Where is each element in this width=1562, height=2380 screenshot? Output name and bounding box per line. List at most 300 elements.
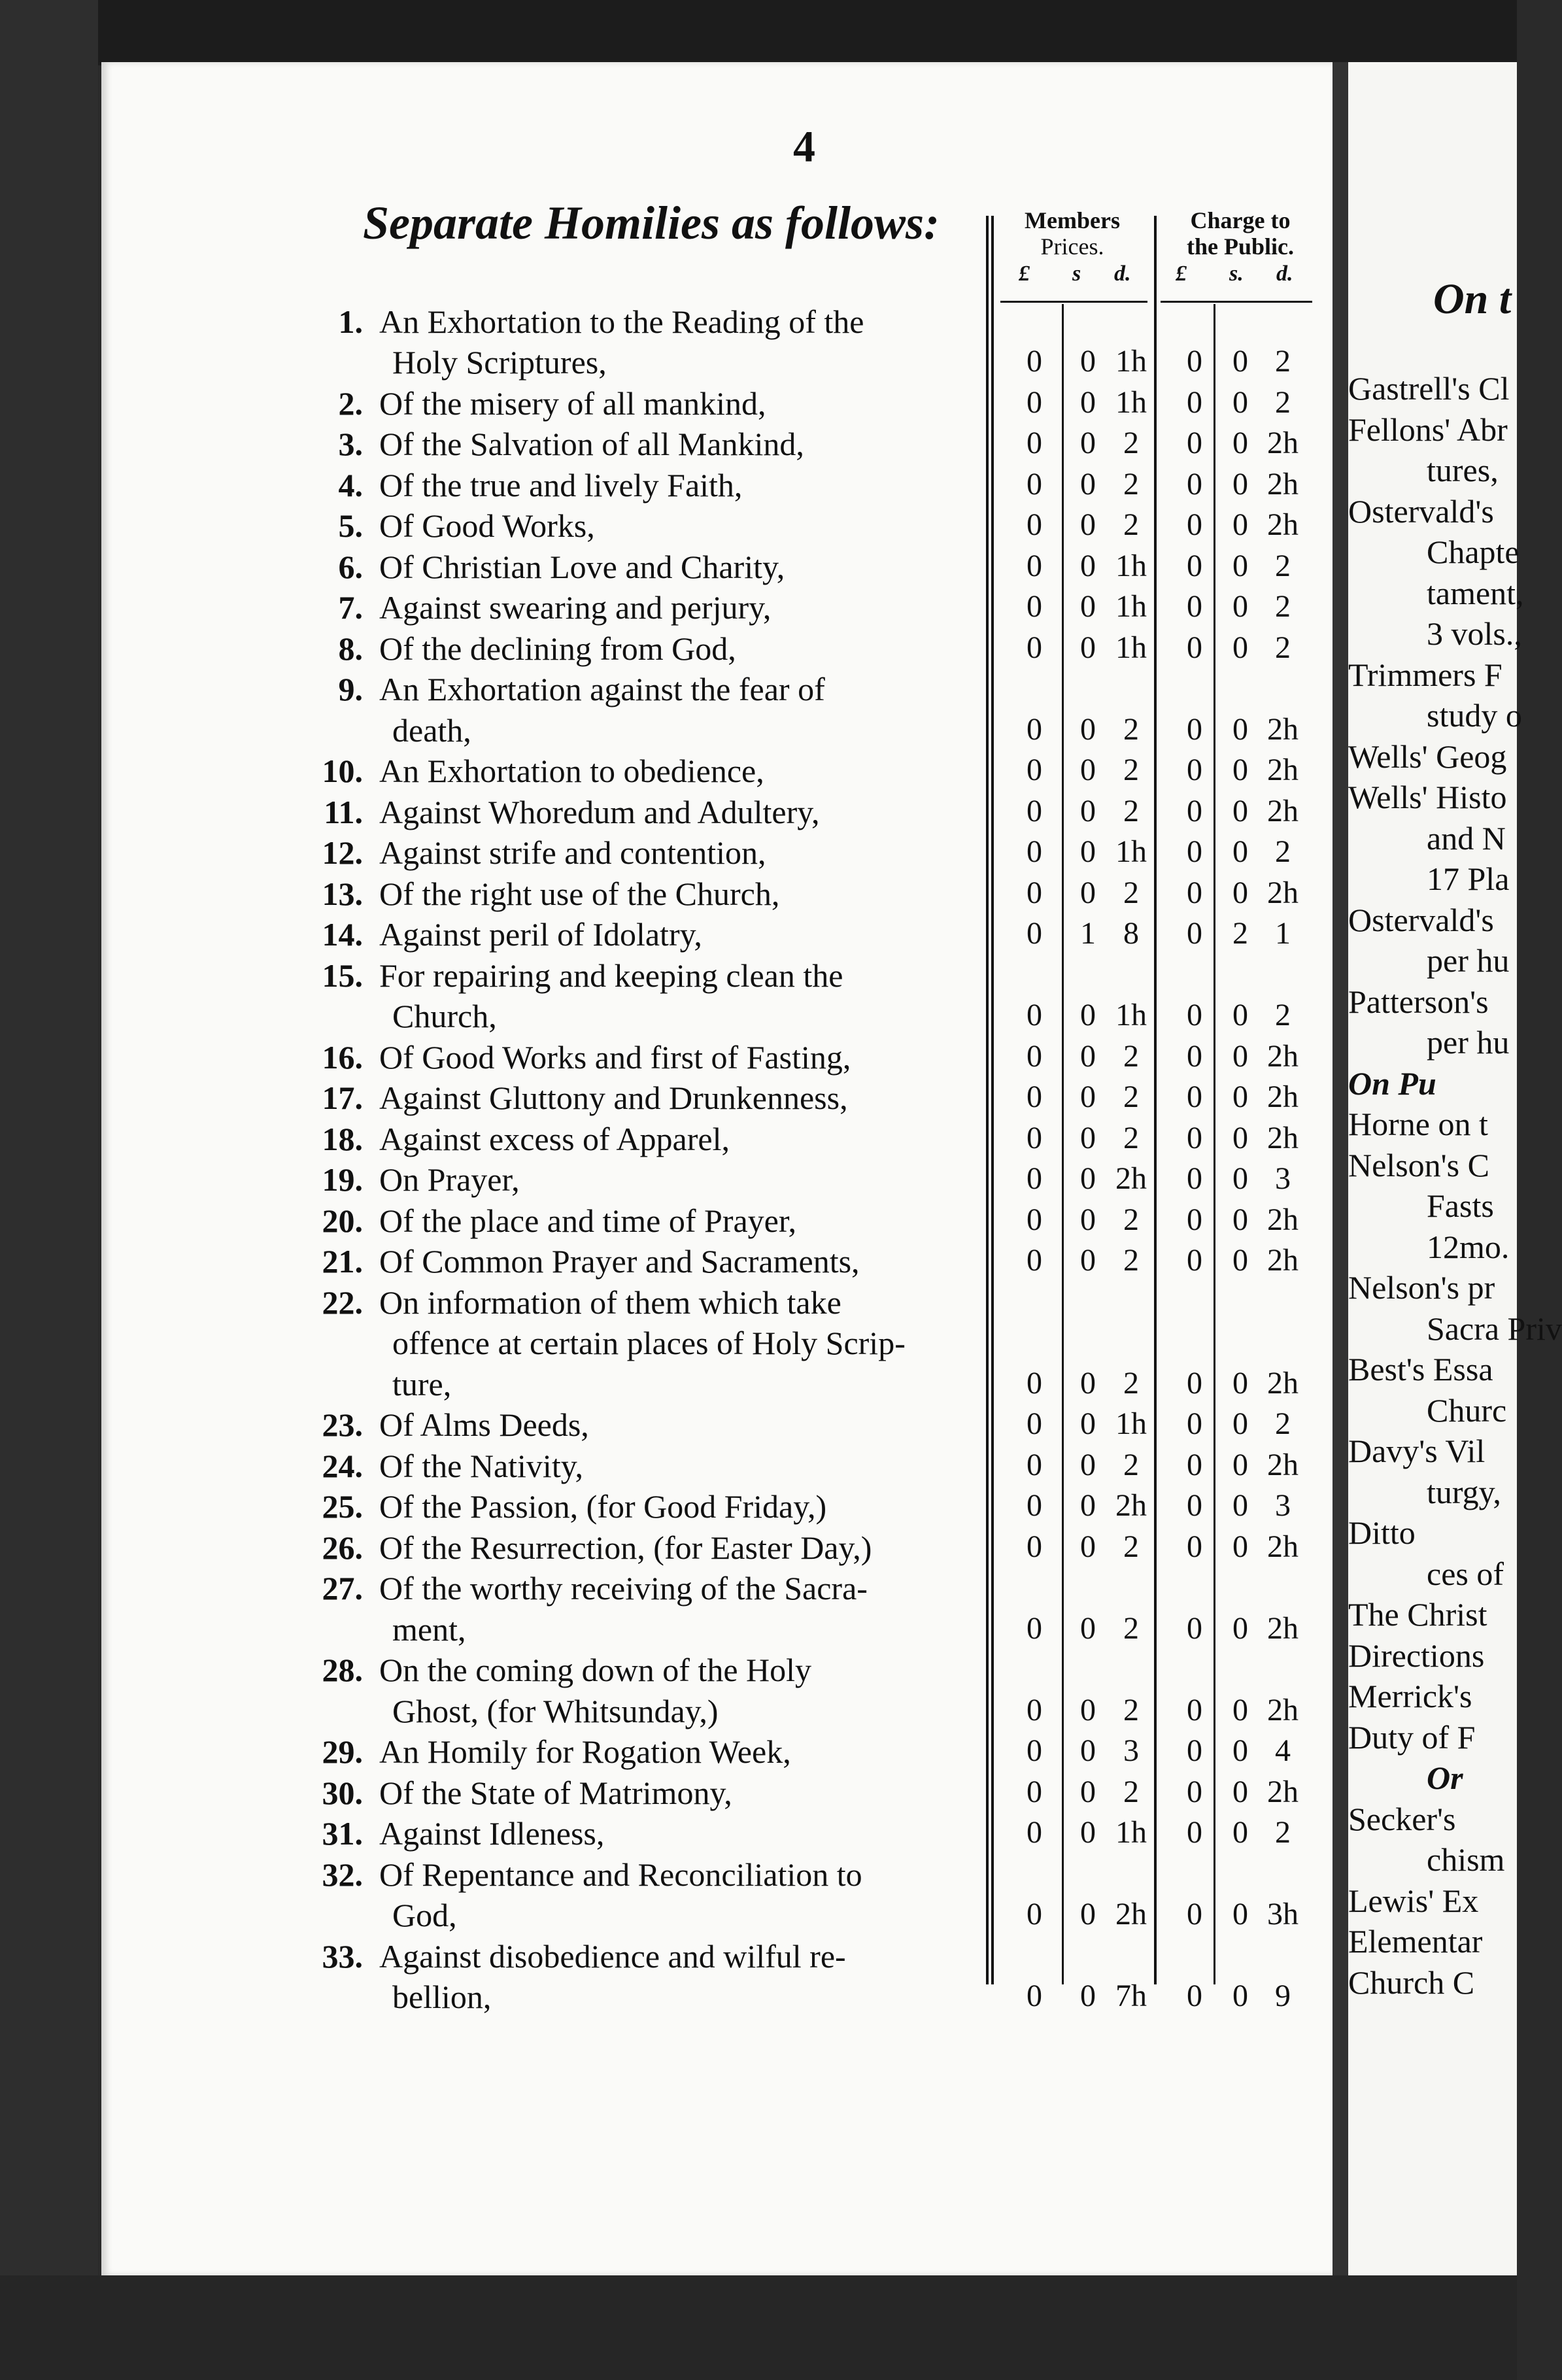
public-price-pounds: 0 xyxy=(1187,916,1202,951)
homily-title-line: Holy Scriptures, xyxy=(392,344,607,381)
members-price-shillings: 0 xyxy=(1080,998,1096,1032)
members-price-pounds: 0 xyxy=(1027,793,1042,828)
members-price-pounds: 0 xyxy=(1027,1979,1042,2013)
members-price-pounds: 0 xyxy=(1027,834,1042,869)
members-price-shillings: 0 xyxy=(1080,466,1096,502)
homily-title-line: Against strife and contention, xyxy=(379,834,766,871)
homily-title-line: Of Good Works and first of Fasting, xyxy=(379,1038,851,1076)
table-middle-rule xyxy=(1154,216,1157,1984)
public-price-pounds: 0 xyxy=(1187,1406,1202,1441)
homily-title-line: An Exhortation to obedience, xyxy=(379,753,764,789)
public-price-pence: 2h xyxy=(1267,1365,1299,1401)
members-price-pence: 1h xyxy=(1115,834,1147,869)
members-price-pounds: 0 xyxy=(1027,1733,1042,1768)
homily-title-line: Church, xyxy=(392,998,497,1034)
homily-title-line: offence at certain places of Holy Scrip- xyxy=(392,1325,906,1361)
members-price-shillings: 0 xyxy=(1080,1733,1096,1768)
members-price-shillings: 0 xyxy=(1080,711,1096,747)
public-price-shillings: 0 xyxy=(1232,1610,1248,1646)
members-price-pence: 8 xyxy=(1123,916,1139,951)
members-price-pounds: 0 xyxy=(1027,1488,1042,1523)
members-unit-pounds: £ xyxy=(1019,262,1030,286)
members-header-line1: Members xyxy=(1025,207,1120,233)
members-pounds-rule xyxy=(1062,304,1064,1984)
public-price-shillings: 0 xyxy=(1232,1692,1248,1727)
facing-page-line: Directions xyxy=(1348,1637,1485,1674)
homily-title-line: bellion, xyxy=(392,1979,492,2015)
public-price-pounds: 0 xyxy=(1187,589,1202,624)
facing-page-line: 12mo. xyxy=(1427,1228,1510,1265)
homily-title-line: For repairing and keeping clean the xyxy=(379,957,843,994)
homily-number: 2. xyxy=(338,384,363,422)
public-price-pence: 2h xyxy=(1267,793,1299,828)
homily-number: 7. xyxy=(338,589,363,626)
members-price-shillings: 0 xyxy=(1080,1529,1096,1564)
public-unit-pence: d. xyxy=(1276,262,1293,286)
public-unit-pounds: £ xyxy=(1176,262,1187,286)
members-price-shillings: 1 xyxy=(1080,916,1096,951)
members-price-pounds: 0 xyxy=(1027,548,1042,583)
facing-page-line: The Christ xyxy=(1348,1596,1487,1633)
members-price-pence: 2 xyxy=(1123,1202,1139,1237)
public-price-pence: 2 xyxy=(1275,630,1291,665)
public-price-pounds: 0 xyxy=(1187,466,1202,502)
facing-page-line: Nelson's C xyxy=(1348,1146,1489,1183)
public-price-pence: 2h xyxy=(1267,1038,1299,1074)
members-price-shillings: 0 xyxy=(1080,384,1096,420)
members-price-shillings: 0 xyxy=(1080,1692,1096,1727)
scan-left-border xyxy=(0,0,98,2380)
public-price-shillings: 0 xyxy=(1232,1406,1248,1441)
public-price-pounds: 0 xyxy=(1187,1161,1202,1196)
members-price-shillings: 0 xyxy=(1080,1365,1096,1401)
public-price-shillings: 0 xyxy=(1232,1529,1248,1564)
public-price-pence: 2h xyxy=(1267,1243,1299,1278)
facing-page-line: per hu xyxy=(1427,942,1510,979)
members-price-pence: 1h xyxy=(1115,630,1147,665)
public-price-shillings: 0 xyxy=(1232,711,1248,747)
facing-page-line: Wells' Geog xyxy=(1348,738,1507,775)
homily-title-line: ment, xyxy=(392,1610,466,1648)
facing-page-line: per hu xyxy=(1427,1024,1510,1061)
public-price-pounds: 0 xyxy=(1187,711,1202,747)
public-price-shillings: 0 xyxy=(1232,589,1248,624)
homily-number: 19. xyxy=(322,1161,363,1198)
members-price-shillings: 0 xyxy=(1080,507,1096,542)
members-price-shillings: 0 xyxy=(1080,1979,1096,2013)
public-price-pence: 2h xyxy=(1267,466,1299,502)
public-price-shillings: 2 xyxy=(1232,916,1248,951)
homily-title-line: Of Alms Deeds, xyxy=(379,1406,589,1443)
homily-number: 17. xyxy=(322,1080,363,1116)
members-price-shillings: 0 xyxy=(1080,1202,1096,1237)
members-price-pence: 2 xyxy=(1123,426,1139,460)
members-price-pounds: 0 xyxy=(1027,1774,1042,1809)
scan-top-border xyxy=(0,0,1517,65)
public-price-pence: 2h xyxy=(1267,875,1299,910)
members-price-pounds: 0 xyxy=(1027,753,1042,787)
public-price-shillings: 0 xyxy=(1232,753,1248,787)
public-price-shillings: 0 xyxy=(1232,1774,1248,1809)
facing-page-line: 17 Pla xyxy=(1427,860,1510,897)
members-price-pence: 2 xyxy=(1123,1243,1139,1278)
homily-title-line: Of the State of Matrimony, xyxy=(379,1774,732,1811)
members-price-pence: 2 xyxy=(1123,1365,1139,1401)
members-price-pounds: 0 xyxy=(1027,1365,1042,1401)
homily-title-line: Against swearing and perjury, xyxy=(379,589,772,626)
homily-number: 33. xyxy=(322,1937,363,1975)
members-price-pounds: 0 xyxy=(1027,466,1042,502)
members-price-shillings: 0 xyxy=(1080,1080,1096,1114)
homily-title-line: Ghost, (for Whitsunday,) xyxy=(392,1692,719,1729)
public-price-shillings: 0 xyxy=(1232,1365,1248,1401)
public-price-shillings: 0 xyxy=(1232,1120,1248,1155)
homily-title-line: On information of them which take xyxy=(379,1284,841,1321)
members-header-line2: Prices. xyxy=(1040,233,1104,260)
members-price-pence: 2 xyxy=(1123,1080,1139,1114)
public-price-shillings: 0 xyxy=(1232,793,1248,828)
homily-number: 8. xyxy=(338,630,363,667)
members-price-shillings: 0 xyxy=(1080,1815,1096,1850)
homily-number: 30. xyxy=(322,1774,363,1811)
facing-page-line: Duty of F xyxy=(1348,1718,1476,1756)
members-price-pence: 2 xyxy=(1123,711,1139,747)
facing-page-line: On Pu xyxy=(1348,1064,1436,1102)
public-price-pence: 4 xyxy=(1275,1733,1291,1768)
page-gutter xyxy=(1333,62,1348,2275)
public-price-pence: 2h xyxy=(1267,507,1299,542)
public-price-shillings: 0 xyxy=(1232,1815,1248,1850)
public-price-shillings: 0 xyxy=(1232,875,1248,910)
public-price-pounds: 0 xyxy=(1187,1979,1202,2013)
public-price-pounds: 0 xyxy=(1187,1243,1202,1278)
members-price-pounds: 0 xyxy=(1027,589,1042,624)
facing-page-line: Ostervald's xyxy=(1348,901,1494,938)
homily-number: 31. xyxy=(322,1815,363,1852)
homily-title-line: On Prayer, xyxy=(379,1161,520,1198)
facing-page-line: Patterson's xyxy=(1348,983,1489,1020)
members-price-pounds: 0 xyxy=(1027,1120,1042,1155)
facing-page-line: Trimmers F xyxy=(1348,656,1503,693)
members-price-pence: 2h xyxy=(1115,1488,1147,1523)
homily-number: 4. xyxy=(338,466,363,503)
members-price-shillings: 0 xyxy=(1080,426,1096,460)
members-price-pounds: 0 xyxy=(1027,1080,1042,1114)
public-price-shillings: 0 xyxy=(1232,426,1248,460)
public-header-underline xyxy=(1161,301,1312,303)
members-price-pence: 2 xyxy=(1123,753,1139,787)
public-price-pence: 2 xyxy=(1275,344,1291,379)
public-price-pounds: 0 xyxy=(1187,384,1202,420)
facing-page-line: Sacra Priv xyxy=(1427,1310,1562,1347)
members-price-shillings: 0 xyxy=(1080,1120,1096,1155)
members-price-shillings: 0 xyxy=(1080,589,1096,624)
members-price-pence: 3 xyxy=(1123,1733,1139,1768)
public-unit-shillings: s. xyxy=(1229,262,1244,286)
facing-page-line: Or xyxy=(1427,1760,1463,1796)
members-price-pounds: 0 xyxy=(1027,1610,1042,1646)
facing-page-line: tament, xyxy=(1427,574,1524,611)
public-price-pounds: 0 xyxy=(1187,1610,1202,1646)
public-price-pounds: 0 xyxy=(1187,1038,1202,1074)
facing-page xyxy=(1348,62,1562,2275)
public-price-shillings: 0 xyxy=(1232,507,1248,542)
members-price-pence: 1h xyxy=(1115,548,1147,583)
facing-page-line: Ditto xyxy=(1348,1514,1416,1551)
homily-title-line: Of the place and time of Prayer, xyxy=(379,1202,797,1239)
public-price-pounds: 0 xyxy=(1187,753,1202,787)
public-price-shillings: 0 xyxy=(1232,630,1248,665)
members-price-pence: 2 xyxy=(1123,1610,1139,1646)
facing-page-line: Churc xyxy=(1427,1391,1507,1429)
members-price-pounds: 0 xyxy=(1027,1447,1042,1482)
public-price-pence: 2h xyxy=(1267,1447,1299,1482)
members-price-pounds: 0 xyxy=(1027,1897,1042,1931)
members-price-shillings: 0 xyxy=(1080,1774,1096,1809)
homily-number: 11. xyxy=(324,793,363,830)
facing-page-line: Wells' Histo xyxy=(1348,779,1507,815)
homily-number: 23. xyxy=(322,1406,363,1443)
homily-title-line: Of Repentance and Reconciliation to xyxy=(379,1856,862,1893)
members-price-pounds: 0 xyxy=(1027,1692,1042,1727)
public-price-pence: 2h xyxy=(1267,711,1299,747)
facing-page-line: Lewis' Ex xyxy=(1348,1882,1479,1919)
members-price-pounds: 0 xyxy=(1027,344,1042,379)
facing-page-line: Chapte xyxy=(1427,534,1520,570)
members-price-shillings: 0 xyxy=(1080,1897,1096,1931)
public-price-pence: 2 xyxy=(1275,384,1291,420)
members-price-pence: 2 xyxy=(1123,875,1139,910)
homily-title-line: Of the right use of the Church, xyxy=(379,875,780,912)
public-price-pence: 3h xyxy=(1267,1897,1299,1931)
members-price-shillings: 0 xyxy=(1080,875,1096,910)
facing-page-line: 3 vols., xyxy=(1427,615,1522,652)
homily-number: 28. xyxy=(322,1652,363,1688)
homily-title-line: Against Idleness, xyxy=(379,1815,605,1852)
public-price-pence: 9 xyxy=(1275,1979,1291,2013)
scan-bottom-border xyxy=(0,2275,1517,2380)
members-price-pence: 1h xyxy=(1115,344,1147,379)
facing-page-line: ces of xyxy=(1427,1555,1504,1592)
public-price-shillings: 0 xyxy=(1232,1161,1248,1196)
public-price-pounds: 0 xyxy=(1187,426,1202,460)
homily-number: 22. xyxy=(322,1284,363,1321)
public-price-pence: 2h xyxy=(1267,1529,1299,1564)
members-price-pence: 2 xyxy=(1123,507,1139,542)
public-price-pounds: 0 xyxy=(1187,344,1202,379)
public-price-shillings: 0 xyxy=(1232,998,1248,1032)
homily-title-line: Of Good Works, xyxy=(379,507,595,544)
homily-title-line: Of the Passion, (for Good Friday,) xyxy=(379,1488,827,1525)
facing-page-line: Elementar xyxy=(1348,1923,1483,1960)
facing-page-line: Davy's Vil xyxy=(1348,1433,1486,1469)
members-price-pence: 2 xyxy=(1123,1038,1139,1074)
facing-page-line: and N xyxy=(1427,819,1506,857)
members-unit-shillings: s xyxy=(1072,262,1081,286)
members-price-pounds: 0 xyxy=(1027,630,1042,665)
members-price-pence: 1h xyxy=(1115,1815,1147,1850)
public-price-pounds: 0 xyxy=(1187,1202,1202,1237)
homily-title-line: Of the declining from God, xyxy=(379,630,736,667)
public-price-pence: 2 xyxy=(1275,1815,1291,1850)
homily-title-line: Of the Resurrection, (for Easter Day,) xyxy=(379,1529,872,1566)
members-price-shillings: 0 xyxy=(1080,548,1096,583)
public-price-shillings: 0 xyxy=(1232,1243,1248,1278)
public-price-pence: 1 xyxy=(1275,916,1291,951)
members-price-pence: 1h xyxy=(1115,384,1147,420)
page-number: 4 xyxy=(793,122,815,171)
members-price-shillings: 0 xyxy=(1080,344,1096,379)
members-price-shillings: 0 xyxy=(1080,1447,1096,1482)
homily-title-line: An Homily for Rogation Week, xyxy=(379,1733,791,1770)
public-price-pence: 2h xyxy=(1267,1692,1299,1727)
public-price-shillings: 0 xyxy=(1232,1488,1248,1523)
homily-number: 10. xyxy=(322,753,363,789)
homily-number: 21. xyxy=(322,1243,363,1280)
facing-page-line: Fasts xyxy=(1427,1187,1494,1224)
public-price-pence: 2h xyxy=(1267,753,1299,787)
homily-title-line: Of Common Prayer and Sacraments, xyxy=(379,1243,860,1280)
facing-page-line: study o xyxy=(1427,697,1522,734)
public-price-pounds: 0 xyxy=(1187,1080,1202,1114)
homily-title-line: Of the true and lively Faith, xyxy=(379,466,743,503)
public-price-pence: 2 xyxy=(1275,589,1291,624)
homily-title-line: Of the Salvation of all Mankind, xyxy=(379,426,804,462)
homily-title-line: Against Whoredum and Adultery, xyxy=(379,793,820,830)
members-price-shillings: 0 xyxy=(1080,1243,1096,1278)
members-price-pence: 2 xyxy=(1123,793,1139,828)
homily-title-line: Against Gluttony and Drunkenness, xyxy=(379,1080,848,1116)
homily-title-line: Of Christian Love and Charity, xyxy=(379,548,785,585)
public-price-shillings: 0 xyxy=(1232,1202,1248,1237)
public-price-pounds: 0 xyxy=(1187,1488,1202,1523)
homily-title-line: An Exhortation to the Reading of the xyxy=(379,303,864,340)
members-price-shillings: 0 xyxy=(1080,1038,1096,1074)
public-price-pounds: 0 xyxy=(1187,1774,1202,1809)
public-price-pounds: 0 xyxy=(1187,1815,1202,1850)
public-price-pounds: 0 xyxy=(1187,834,1202,869)
public-price-pence: 2h xyxy=(1267,426,1299,460)
homily-number: 20. xyxy=(322,1202,363,1239)
homily-number: 27. xyxy=(322,1570,363,1606)
public-price-shillings: 0 xyxy=(1232,1979,1248,2013)
homily-number: 5. xyxy=(338,507,363,544)
members-price-shillings: 0 xyxy=(1080,1610,1096,1646)
public-price-pence: 3 xyxy=(1275,1161,1291,1196)
homily-number: 6. xyxy=(338,548,363,585)
members-price-pounds: 0 xyxy=(1027,384,1042,420)
members-price-pounds: 0 xyxy=(1027,1202,1042,1237)
public-price-pounds: 0 xyxy=(1187,875,1202,910)
members-price-pence: 1h xyxy=(1115,1406,1147,1441)
members-price-pence: 2 xyxy=(1123,1120,1139,1155)
members-price-pounds: 0 xyxy=(1027,711,1042,747)
facing-page-line: chism xyxy=(1427,1841,1505,1878)
facing-page-line: turgy, xyxy=(1427,1473,1501,1510)
facing-page-line: Church C xyxy=(1348,1964,1475,2001)
homily-title-line: Against disobedience and wilful re- xyxy=(379,1937,846,1975)
homily-number: 12. xyxy=(322,834,363,871)
members-price-shillings: 0 xyxy=(1080,753,1096,787)
facing-page-line: Nelson's pr xyxy=(1348,1269,1495,1306)
facing-page-line: Ostervald's xyxy=(1348,492,1494,530)
public-price-shillings: 0 xyxy=(1232,344,1248,379)
homily-number: 24. xyxy=(322,1447,363,1484)
facing-page-line: Merrick's xyxy=(1348,1678,1472,1714)
table-left-rule-2 xyxy=(991,216,994,1984)
public-price-pounds: 0 xyxy=(1187,1447,1202,1482)
members-unit-pence: d. xyxy=(1114,262,1131,286)
facing-page-line: Fellons' Abr xyxy=(1348,411,1508,448)
members-price-pounds: 0 xyxy=(1027,1161,1042,1196)
public-price-pounds: 0 xyxy=(1187,548,1202,583)
homily-title-line: Against excess of Apparel, xyxy=(379,1120,730,1157)
public-price-shillings: 0 xyxy=(1232,1080,1248,1114)
homily-number: 29. xyxy=(322,1733,363,1770)
members-price-pence: 1h xyxy=(1115,998,1147,1032)
public-price-pence: 2h xyxy=(1267,1120,1299,1155)
homily-title-line: death, xyxy=(392,711,471,749)
members-price-pence: 2 xyxy=(1123,1529,1139,1564)
public-header-line2: the Public. xyxy=(1186,233,1294,260)
members-price-pounds: 0 xyxy=(1027,1038,1042,1074)
public-price-pounds: 0 xyxy=(1187,1120,1202,1155)
members-price-pence: 7h xyxy=(1115,1979,1147,2013)
public-price-pence: 2 xyxy=(1275,548,1291,583)
members-price-pounds: 0 xyxy=(1027,998,1042,1032)
homily-number: 15. xyxy=(322,957,363,994)
facing-page-line: Gastrell's Cl xyxy=(1348,370,1510,407)
public-price-pence: 2 xyxy=(1275,834,1291,869)
homily-number: 32. xyxy=(322,1856,363,1893)
public-price-pence: 2h xyxy=(1267,1774,1299,1809)
facing-page-line: tures, xyxy=(1427,452,1499,488)
members-price-pounds: 0 xyxy=(1027,1243,1042,1278)
public-price-pence: 2 xyxy=(1275,1406,1291,1441)
public-price-pence: 3 xyxy=(1275,1488,1291,1523)
homily-number: 14. xyxy=(322,916,363,953)
table-left-rule-1 xyxy=(986,216,989,1984)
homily-title-line: ture, xyxy=(392,1365,452,1402)
public-price-pence: 2 xyxy=(1275,998,1291,1032)
homily-number: 26. xyxy=(322,1529,363,1566)
public-header-line1: Charge to xyxy=(1190,207,1291,233)
members-price-shillings: 0 xyxy=(1080,1406,1096,1441)
homily-title-line: Against peril of Idolatry, xyxy=(379,916,702,953)
homily-title-line: Of the misery of all mankind, xyxy=(379,384,766,422)
members-price-pence: 2 xyxy=(1123,466,1139,502)
public-price-pounds: 0 xyxy=(1187,1733,1202,1768)
members-price-pence: 2h xyxy=(1115,1161,1147,1196)
facing-page-line: Best's Essa xyxy=(1348,1351,1493,1387)
members-header-underline xyxy=(1000,301,1147,303)
public-price-shillings: 0 xyxy=(1232,384,1248,420)
public-price-shillings: 0 xyxy=(1232,548,1248,583)
public-price-pence: 2h xyxy=(1267,1080,1299,1114)
members-price-shillings: 0 xyxy=(1080,834,1096,869)
homily-number: 1. xyxy=(338,303,363,340)
homily-number: 18. xyxy=(322,1120,363,1157)
members-price-pounds: 0 xyxy=(1027,507,1042,542)
public-price-pence: 2h xyxy=(1267,1202,1299,1237)
homily-title-line: Of the Nativity, xyxy=(379,1447,583,1484)
public-price-pounds: 0 xyxy=(1187,998,1202,1032)
members-price-pounds: 0 xyxy=(1027,1815,1042,1850)
public-price-pence: 2h xyxy=(1267,1610,1299,1646)
members-price-shillings: 0 xyxy=(1080,1488,1096,1523)
public-price-pounds: 0 xyxy=(1187,793,1202,828)
members-price-pence: 2 xyxy=(1123,1774,1139,1809)
